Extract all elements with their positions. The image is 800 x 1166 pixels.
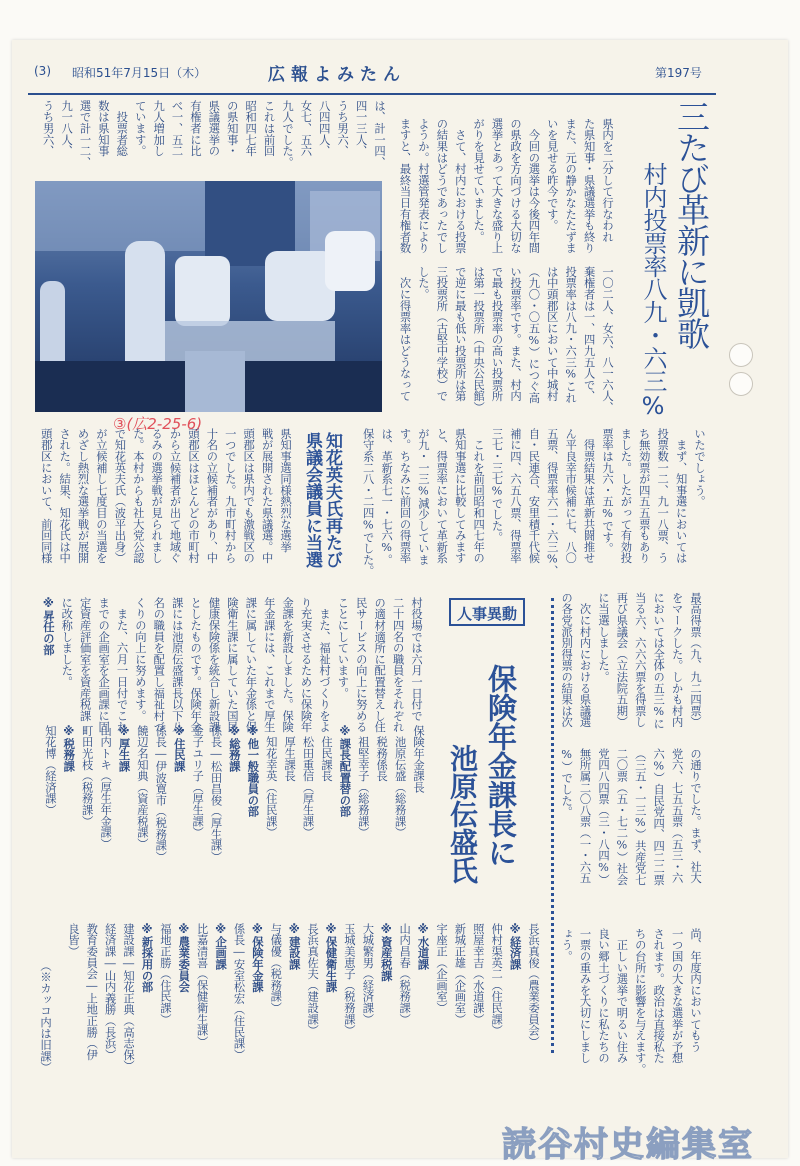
text-column: ※建設課 <box>287 923 301 970</box>
text-column: 戦が展開された県議選。中 <box>260 428 274 564</box>
text-column: 投票者総 <box>115 100 129 157</box>
text-column: した。 <box>416 266 430 300</box>
text-column: 仲村渠英二（住民課） <box>490 923 504 1036</box>
text-column: 民サービスの向上に努める <box>354 597 368 733</box>
text-column: 数は県知事 <box>96 100 110 157</box>
text-column: 一〇二人、女六、八一六人、 <box>601 266 614 413</box>
text-column: ※住民課 <box>172 725 186 772</box>
text-column: 女七、五六 <box>299 100 313 157</box>
text-column: 金子ユリ子（厚生課） <box>191 725 205 838</box>
text-column: 無所属二〇八票（一・六五 <box>578 748 592 884</box>
election-body-upper <box>395 118 616 254</box>
text-column: 八四四人、 <box>317 100 331 157</box>
text-column: ち無効票が四五五票もあり <box>637 428 651 564</box>
text-column: り充実させるために保険年 <box>299 597 313 733</box>
text-column: ※企画課 <box>214 923 228 970</box>
text-column: 係長―松田昌俊（厚生課） <box>209 725 223 863</box>
text-column: 宇座正（企画室） <box>434 923 448 1014</box>
text-column: までの企画室を企画課に固 <box>97 597 111 733</box>
handwritten-archive-note: ③(広2-25-6) <box>113 415 203 433</box>
text-column: ※保健衛生課 <box>324 923 338 993</box>
text-column: 党六、七五五票（五三・六 <box>670 748 684 884</box>
text-column: ※経済課 <box>508 923 522 970</box>
vote-counting-photo <box>35 181 382 412</box>
text-column: の結果はどうであったでし <box>435 118 449 254</box>
text-column: ※課長配置替の部 <box>338 725 352 818</box>
text-column: 厚生課長 <box>283 725 297 782</box>
text-column: 九人増加し <box>152 100 166 157</box>
personnel-list-1 <box>40 725 427 862</box>
text-column: 係長―安室松宏（住民課） <box>232 923 246 1061</box>
text-column: 投票率は八九・六三%これ <box>564 266 578 404</box>
election-body-lower <box>395 266 616 413</box>
text-column: 長浜真佐夫（建設課） <box>306 923 320 1036</box>
text-column: 比嘉清喜（保健衛生課） <box>195 923 209 1048</box>
text-column: 与儀優（税務課） <box>269 923 283 1014</box>
text-column: 次に村内における県議選 <box>578 592 592 728</box>
text-column: 良い郷土づくりに私たちの <box>596 928 610 1064</box>
personnel-headline-1: 保険年金課長に <box>484 664 518 867</box>
text-column: 有権者に比 <box>188 100 202 157</box>
text-column: が立候補し七度目の当選を <box>94 428 108 564</box>
text-column: 池原伝盛（総務課） <box>393 725 407 838</box>
text-column: ちの台所に影響を与えます。 <box>633 928 647 1075</box>
text-column: 新城正雄（企画室） <box>453 923 467 1025</box>
text-column: ょう。 <box>560 928 574 962</box>
text-column: 昭和四七年 <box>244 100 258 157</box>
text-column: は中頭郡区において中城村 <box>545 266 559 402</box>
chibana-headline-1: 知花英夫氏再たび <box>322 432 342 568</box>
personnel-note <box>36 960 54 1073</box>
text-column: いを見せる昨今です。 <box>545 118 559 231</box>
text-column: くりの向上に努めます。 <box>133 597 147 722</box>
text-column: いたでしょう。 <box>693 428 706 508</box>
text-column: 自・民連合、安里積千代候 <box>527 428 541 564</box>
text-column: に改称しました。 <box>60 597 74 688</box>
text-column: の各党派別得票の結果は次 <box>560 592 574 728</box>
text-column: 良皆） <box>66 923 80 957</box>
text-column: 選挙とあって大きな盛り上 <box>490 118 504 254</box>
text-column: 町田光枝（税務課） <box>80 725 94 827</box>
text-column: 県議選挙の <box>207 100 221 157</box>
text-column: また、元の静かなたたずま <box>564 118 578 254</box>
personnel-headline-2: 池原伝盛氏 <box>446 744 479 884</box>
text-column: としたものです。保険年金 <box>189 597 203 733</box>
text-column: 今回の選挙は今後四年間 <box>527 118 541 254</box>
text-column: 五票、得票率六二・六三%、 <box>545 428 559 577</box>
text-column: す。ちなみに前回の得票率 <box>398 428 412 564</box>
text-column: で知花英夫氏（波平出身） <box>113 428 127 564</box>
text-column: されます。政治は直接私た <box>652 928 666 1064</box>
chibana-headline-2: 県議会議員に当選 <box>302 432 322 568</box>
text-column: 係長―伊波寛市（税務課） <box>154 725 168 863</box>
text-column: 選で計一二、 <box>78 100 92 168</box>
text-column: 山内トキ（厚生年金課） <box>99 725 113 850</box>
text-column: 次に得票率はどうなって <box>398 266 412 402</box>
text-column: 補に四、六五八票、得票率 <box>508 428 522 564</box>
punch-hole <box>729 343 753 367</box>
text-column: ※昇任の部 <box>41 597 55 656</box>
text-column: は、計一四、 <box>373 100 386 168</box>
text-column: 饒辺名知典（資産税課） <box>135 725 149 850</box>
text-column: 山内昌春（税務課） <box>398 923 412 1025</box>
header-rule <box>28 93 716 95</box>
text-column: から立候補者が出て地域ぐ <box>168 428 182 564</box>
text-column: 得票結果は革新共闘推せ <box>582 428 596 564</box>
text-column: 健康保険係を統合し新設課 <box>207 597 221 733</box>
text-column: 険衛生課に属していた国民 <box>225 597 239 733</box>
text-column: ※水道課 <box>416 923 430 970</box>
punch-hole <box>729 372 753 396</box>
text-column: 頭郡区はほとんどの市町村 <box>186 428 200 564</box>
election-subheadline: 村内投票率八九・六三% <box>639 162 667 419</box>
text-column: 税務係長 <box>375 725 389 782</box>
text-column: においては全体の五三%に <box>652 592 666 730</box>
text-column: 定資産評価室を資産税課 <box>78 597 92 722</box>
text-column: これを前回昭和四七年の <box>472 428 486 564</box>
personnel-body <box>38 597 425 733</box>
text-column: 尚、年度内においてもう <box>689 928 702 1053</box>
text-column: は、革新系七一・七六%。 <box>380 428 394 566</box>
text-column: ※保険年金課 <box>250 923 264 993</box>
chibana-body-continued-lower <box>557 748 704 885</box>
text-column: と、得票率において革新系 <box>435 428 449 564</box>
election-body-top-left <box>38 100 388 168</box>
text-column: 三七・三七%でした。 <box>490 428 504 543</box>
text-column: 県内を二分して行なわれ <box>601 118 614 243</box>
text-column: 九人でした。 <box>280 100 294 168</box>
text-column: で逆に最も低い投票所は第 <box>453 266 467 402</box>
text-column: ※新採用の部 <box>140 923 154 993</box>
text-column: ※他一般職員の部 <box>246 725 260 818</box>
text-column: がりを見せていました。 <box>472 118 486 243</box>
note-text: （※カッコ内は旧課） <box>39 960 52 1073</box>
text-column: 保険年金課長 <box>412 725 425 793</box>
text-column: ※総務課 <box>227 725 241 772</box>
text-column: 建設課―知花正典（高志保） <box>122 923 136 1072</box>
text-column: ん平良幸市候補に七、八〇 <box>564 428 578 564</box>
text-column: 知花博（経済課） <box>43 725 57 816</box>
text-column: 課には池原伝盛課長以下八 <box>170 597 184 733</box>
text-column: 経済課―山内義勝（長浜） <box>103 923 117 1061</box>
text-column: の適材適所に配置替えし住 <box>373 597 387 733</box>
text-column: べ一、五二 <box>170 100 184 157</box>
text-column: に当選しました。 <box>596 592 610 683</box>
text-column: 年金課には、これまで厚生 <box>262 597 276 733</box>
text-column: で最も投票率の高い投票所 <box>490 266 504 402</box>
text-column: （九〇・〇五%）につぐ高 <box>527 266 541 404</box>
text-column: 保守系二八・二四%でした。 <box>361 428 375 577</box>
text-column: ますと、最終当日有権者数 <box>398 118 412 254</box>
text-column: た県知事・県議選挙も終り <box>582 118 596 254</box>
text-column: 住民課長 <box>319 725 333 782</box>
text-column: 頭郡区は県内でも激戦区の <box>242 428 256 564</box>
issue-date: 昭和51年7月15日（木） <box>72 66 207 80</box>
text-column: 知花幸英（住民課） <box>264 725 278 838</box>
issue-number: 第197号 <box>655 66 702 80</box>
text-column: 九一八人、 <box>60 100 74 157</box>
text-column: また、福祉村づくりをよ <box>317 597 331 733</box>
text-column: が九・一三%減少していま <box>416 428 430 566</box>
text-column: ました。したがって有効投 <box>619 428 633 564</box>
archive-watermark: 読谷村史編集室 <box>502 1125 754 1165</box>
text-column: 松田重信（厚生課） <box>301 725 315 838</box>
text-column: 棄権者は一、四九五人で、 <box>582 266 596 402</box>
text-column: 福地正勝（住民課） <box>158 923 172 1025</box>
text-column: ※農業委員会 <box>177 923 191 993</box>
text-column: ようか。村選管発表により <box>416 118 430 254</box>
personnel-list-2 <box>63 923 542 1072</box>
text-column: 党四八四票（三・八四%） <box>596 748 610 886</box>
text-column: 二十四名の職員をそれぞれ <box>391 597 405 733</box>
text-column: の県政を方向づける大切な <box>508 118 522 254</box>
text-column: い投票率です。また、村内 <box>508 266 522 402</box>
text-column: 金課を新設しました。保険 <box>281 597 295 733</box>
text-column: 大城繁男（経済課） <box>361 923 375 1025</box>
text-column: 投票数一二、九一八票、う <box>656 428 670 564</box>
election-body-band2 <box>358 428 708 577</box>
column-divider <box>551 598 554 1053</box>
text-column: された。結果、知花氏は中 <box>58 428 72 564</box>
text-column: 名の職員を配置し福祉村づ <box>152 597 166 733</box>
text-column: 頭郡区において、前回同様 <box>39 428 53 564</box>
text-column: ことにしています。 <box>336 597 350 699</box>
newspaper-title: 広報よみたん <box>268 65 406 85</box>
text-column: 四一三人、 <box>354 100 368 157</box>
chibana-body <box>36 428 294 564</box>
text-column: %）でした。 <box>560 748 574 818</box>
text-column: の通りでした。まず、社大 <box>689 748 702 884</box>
text-column: また、六月一日付でこれ <box>115 597 129 733</box>
text-column: うち男六、 <box>336 100 350 157</box>
text-column: 六%）自民党四、四二二票 <box>652 748 666 886</box>
text-column: た。本村からも社大党公認 <box>131 428 145 564</box>
text-column: は第一投票所（中央公民館） <box>472 266 486 413</box>
text-column: ています。 <box>133 100 147 157</box>
text-column: 教育委員会―上地正勝（伊 <box>85 923 99 1061</box>
text-column: さて、村内における投票 <box>453 118 467 254</box>
text-column: 当る六、六六六票を得票し <box>633 592 647 728</box>
text-column: 最高得票（九、九二四票） <box>689 592 702 728</box>
text-column: 県知事選同様熱烈な選挙 <box>279 428 292 553</box>
page-number: (3) <box>34 64 51 78</box>
text-column: 票率は九六・五%です。 <box>600 428 614 554</box>
text-column: 二〇票（五・七二%）社会 <box>615 748 629 886</box>
text-column: 再び県議会（立法院五期） <box>615 592 629 728</box>
text-column: 一つ国の大きな選挙が予想 <box>670 928 684 1064</box>
text-column: 村役場では六月一日付で <box>410 597 423 722</box>
text-column: 正しい選挙で明るい住み <box>615 928 629 1064</box>
text-column: これは前回 <box>262 100 276 157</box>
text-column: うち男六、 <box>41 100 55 157</box>
text-column: ※資産税課 <box>379 923 393 982</box>
text-column: 一つでした。九市町村から <box>223 428 237 564</box>
text-column: めざし熱烈な選挙戦が展開 <box>76 428 90 564</box>
text-column: 長浜真俊（農業委員会） <box>527 923 540 1048</box>
election-headline: 三たび革新に凱歌 <box>672 100 711 348</box>
text-column: 照屋幸吉（水道課） <box>471 923 485 1025</box>
chibana-body-continued-upper <box>557 592 704 729</box>
text-column: 県知事選に比較してみます <box>453 428 467 564</box>
text-column: ※厚生課 <box>117 725 131 772</box>
closing-paragraph <box>557 928 704 1075</box>
text-column: 課に属していた年金係と保 <box>244 597 258 733</box>
text-column: ※税務課 <box>62 725 76 772</box>
text-column: 玉城美恵子（税務課） <box>342 923 356 1036</box>
text-column: 十名の立候補者があり、中 <box>205 428 219 564</box>
text-column: 三投票所（古堅中学校）で <box>435 266 449 402</box>
text-column: をマークした。しかも村内 <box>670 592 684 728</box>
personnel-section-label: 人事異動 <box>449 598 525 626</box>
text-column: まず、知事選においては <box>674 428 688 564</box>
text-column: 祖堅幸子（総務課） <box>356 725 370 838</box>
text-column: の県知事・ <box>225 100 239 157</box>
text-column: るみの選挙戦が見られまし <box>150 428 164 564</box>
text-column: 一票の重みを大切にしまし <box>578 928 592 1064</box>
text-column: （三五・一三%）共産党七 <box>633 748 647 886</box>
